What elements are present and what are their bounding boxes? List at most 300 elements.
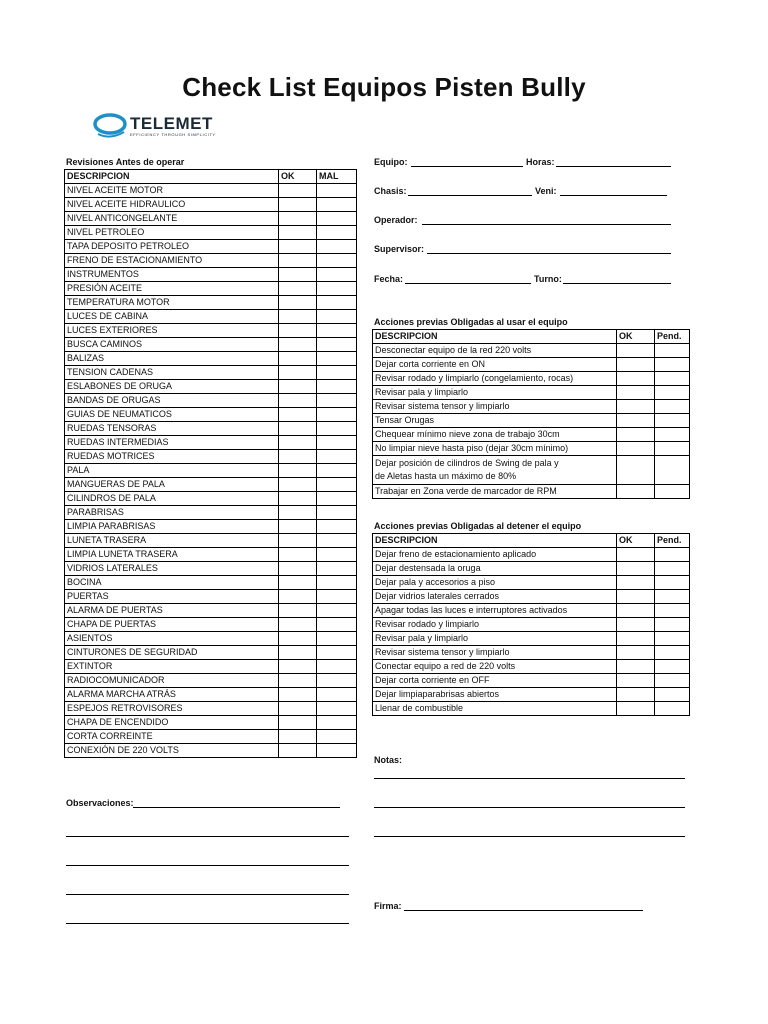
item-description: Dejar vidrios laterales cerrados [373, 590, 617, 604]
item-description: RADIOCOMUNICADOR [65, 674, 279, 688]
after-stop-row [373, 590, 690, 604]
status-checkbox-cell[interactable] [655, 674, 690, 688]
notas-label: Notas: [374, 755, 403, 765]
status-checkbox-cell[interactable] [317, 492, 357, 506]
item-description: CONEXIÓN DE 220 VOLTS [65, 744, 279, 758]
observaciones-line-5[interactable] [66, 923, 349, 924]
fecha-label: Fecha: [374, 274, 404, 284]
before-use-table [372, 329, 690, 499]
ok-checkbox-cell[interactable] [279, 646, 317, 660]
ok-checkbox-cell[interactable] [279, 520, 317, 534]
ok-checkbox-cell[interactable] [279, 744, 317, 758]
checklist-row [65, 618, 357, 632]
ok-checkbox-cell[interactable] [617, 590, 655, 604]
after-stop-row [373, 632, 690, 646]
ok-checkbox-cell[interactable] [617, 358, 655, 372]
item-description: TAPA DEPOSITO PETROLEO [65, 240, 279, 254]
item-description: CORTA CORREINTE [65, 730, 279, 744]
after-stop-row [373, 576, 690, 590]
equipo-field[interactable] [411, 166, 523, 167]
header-pend: Pend. [655, 534, 690, 548]
status-checkbox-cell[interactable] [655, 632, 690, 646]
checklist-row [65, 506, 357, 520]
status-checkbox-cell[interactable] [317, 702, 357, 716]
ok-checkbox-cell[interactable] [617, 456, 655, 485]
ok-checkbox-cell[interactable] [617, 576, 655, 590]
item-description: CILINDROS DE PALA [65, 492, 279, 506]
after-stop-row [373, 660, 690, 674]
ok-checkbox-cell[interactable] [279, 674, 317, 688]
status-checkbox-cell[interactable] [317, 660, 357, 674]
checklist-row [65, 534, 357, 548]
ok-checkbox-cell[interactable] [617, 428, 655, 442]
ok-checkbox-cell[interactable] [279, 464, 317, 478]
ok-checkbox-cell[interactable] [617, 702, 655, 716]
ok-checkbox-cell[interactable] [617, 372, 655, 386]
ok-checkbox-cell[interactable] [617, 344, 655, 358]
item-description: Trabajar en Zona verde de marcador de RPM [373, 485, 617, 499]
ok-checkbox-cell[interactable] [279, 660, 317, 674]
item-description: RUEDAS TENSORAS [65, 422, 279, 436]
ok-checkbox-cell[interactable] [279, 478, 317, 492]
item-description: EXTINTOR [65, 660, 279, 674]
logo-tagline: EFFICIENCY THROUGH SIMPLICITY [130, 132, 216, 137]
status-checkbox-cell[interactable] [317, 618, 357, 632]
item-description: Apagar todas las luces e interruptores activados [373, 604, 617, 618]
checklist-row [65, 744, 357, 758]
telemet-swoosh-icon [92, 110, 128, 142]
veni-label: Veni: [535, 186, 557, 196]
ok-checkbox-cell[interactable] [279, 632, 317, 646]
item-description: INSTRUMENTOS [65, 268, 279, 282]
header-ok: OK [617, 330, 655, 344]
ok-checkbox-cell[interactable] [279, 282, 317, 296]
item-description: TENSION CADENAS [65, 366, 279, 380]
item-description: LUNETA TRASERA [65, 534, 279, 548]
item-description: MANGUERAS DE PALA [65, 478, 279, 492]
status-checkbox-cell[interactable] [317, 268, 357, 282]
checklist-row [65, 282, 357, 296]
status-checkbox-cell[interactable] [655, 442, 690, 456]
checklist-row [65, 520, 357, 534]
checklist-row [65, 674, 357, 688]
status-checkbox-cell[interactable] [317, 688, 357, 702]
before-use-section-label: Acciones previas Obligadas al usar el equipo [374, 317, 568, 327]
operador-label: Operador: [374, 215, 418, 225]
status-checkbox-cell[interactable] [317, 604, 357, 618]
item-description: Revisar pala y limpiarlo [373, 632, 617, 646]
checklist-row [65, 324, 357, 338]
ok-checkbox-cell[interactable] [279, 492, 317, 506]
item-description: Revisar sistema tensor y limpiarlo [373, 646, 617, 660]
chasis-field[interactable] [408, 195, 532, 196]
item-description: CHAPA DE ENCENDIDO [65, 716, 279, 730]
observaciones-line-1[interactable] [133, 807, 340, 808]
checklist-row [65, 478, 357, 492]
header-pend: Pend. [655, 330, 690, 344]
before-use-row [373, 400, 690, 414]
horas-label: Horas: [526, 157, 555, 167]
header-descripcion: DESCRIPCION [373, 534, 617, 548]
checklist-row [65, 268, 357, 282]
item-description: LUCES DE CABINA [65, 310, 279, 324]
item-description: No limpiar nieve hasta piso (dejar 30cm mínimo) [373, 442, 617, 456]
notas-line-3[interactable] [374, 836, 685, 837]
checklist-row [65, 240, 357, 254]
item-description: Llenar de combustible [373, 702, 617, 716]
status-checkbox-cell[interactable] [317, 198, 357, 212]
status-checkbox-cell[interactable] [317, 254, 357, 268]
ok-checkbox-cell[interactable] [617, 618, 655, 632]
checklist-row [65, 730, 357, 744]
supervisor-field[interactable] [427, 253, 671, 254]
ok-checkbox-cell[interactable] [617, 442, 655, 456]
checklist-row [65, 492, 357, 506]
status-checkbox-cell[interactable] [317, 338, 357, 352]
status-checkbox-cell[interactable] [655, 428, 690, 442]
item-description: Dejar pala y accesorios a piso [373, 576, 617, 590]
status-checkbox-cell[interactable] [317, 352, 357, 366]
status-checkbox-cell[interactable] [655, 456, 690, 485]
checklist-row [65, 310, 357, 324]
item-description: Dejar corta corriente en OFF [373, 674, 617, 688]
item-description-line-2: de Aletas hasta un máximo de 80% [375, 471, 517, 481]
checklist-row [65, 436, 357, 450]
ok-checkbox-cell[interactable] [279, 576, 317, 590]
status-checkbox-cell[interactable] [655, 485, 690, 499]
item-description: GUIAS DE NEUMATICOS [65, 408, 279, 422]
status-checkbox-cell[interactable] [317, 436, 357, 450]
pre-operation-section-label: Revisiones Antes de operar [66, 157, 185, 167]
fecha-field[interactable] [405, 283, 531, 284]
checklist-row [65, 688, 357, 702]
item-description: RUEDAS INTERMEDIAS [65, 436, 279, 450]
veni-field[interactable] [560, 195, 667, 196]
status-checkbox-cell[interactable] [655, 372, 690, 386]
status-checkbox-cell[interactable] [317, 240, 357, 254]
item-description: BANDAS DE ORUGAS [65, 394, 279, 408]
ok-checkbox-cell[interactable] [617, 660, 655, 674]
header-ok: OK [279, 170, 317, 184]
checklist-row [65, 548, 357, 562]
checklist-row [65, 464, 357, 478]
chasis-label: Chasis: [374, 186, 407, 196]
item-description: ALARMA DE PUERTAS [65, 604, 279, 618]
checklist-row [65, 296, 357, 310]
operador-field[interactable] [422, 224, 671, 225]
ok-checkbox-cell[interactable] [279, 310, 317, 324]
status-checkbox-cell[interactable] [317, 394, 357, 408]
item-description: Dejar corta corriente en ON [373, 358, 617, 372]
status-checkbox-cell[interactable] [655, 358, 690, 372]
status-checkbox-cell[interactable] [317, 226, 357, 240]
status-checkbox-cell[interactable] [655, 660, 690, 674]
ok-checkbox-cell[interactable] [279, 352, 317, 366]
status-checkbox-cell[interactable] [317, 450, 357, 464]
ok-checkbox-cell[interactable] [617, 548, 655, 562]
page-title: Check List Equipos Pisten Bully [182, 72, 586, 102]
ok-checkbox-cell[interactable] [279, 716, 317, 730]
item-description: FRENO DE ESTACIONAMIENTO [65, 254, 279, 268]
item-description: LIMPIA LUNETA TRASERA [65, 548, 279, 562]
item-description: Revisar rodado y limpiarlo [373, 618, 617, 632]
item-description: NIVEL PETROLEO [65, 226, 279, 240]
ok-checkbox-cell[interactable] [617, 562, 655, 576]
ok-checkbox-cell[interactable] [617, 414, 655, 428]
status-checkbox-cell[interactable] [317, 408, 357, 422]
observaciones-line-2[interactable] [66, 836, 349, 837]
ok-checkbox-cell[interactable] [279, 422, 317, 436]
header-mal: MAL [317, 170, 357, 184]
pre-operation-table [64, 169, 357, 758]
after-stop-section-label: Acciones previas Obligadas al detener el equipo [374, 521, 582, 531]
status-checkbox-cell[interactable] [655, 400, 690, 414]
ok-checkbox-cell[interactable] [279, 730, 317, 744]
before-use-row [373, 414, 690, 428]
ok-checkbox-cell[interactable] [279, 618, 317, 632]
ok-checkbox-cell[interactable] [279, 212, 317, 226]
checklist-row [65, 632, 357, 646]
ok-checkbox-cell[interactable] [279, 296, 317, 310]
status-checkbox-cell[interactable] [317, 534, 357, 548]
after-stop-row [373, 702, 690, 716]
status-checkbox-cell[interactable] [317, 548, 357, 562]
ok-checkbox-cell[interactable] [279, 450, 317, 464]
checklist-row [65, 422, 357, 436]
checklist-row [65, 590, 357, 604]
ok-checkbox-cell[interactable] [617, 400, 655, 414]
item-description: LIMPIA PARABRISAS [65, 520, 279, 534]
ok-checkbox-cell[interactable] [279, 604, 317, 618]
checklist-row [65, 716, 357, 730]
turno-field[interactable] [563, 283, 671, 284]
checklist-row [65, 408, 357, 422]
before-use-row [373, 358, 690, 372]
status-checkbox-cell[interactable] [317, 380, 357, 394]
item-description: Dejar limpiaparabrisas abiertos [373, 688, 617, 702]
status-checkbox-cell[interactable] [655, 414, 690, 428]
status-checkbox-cell[interactable] [317, 716, 357, 730]
item-description: PALA [65, 464, 279, 478]
ok-checkbox-cell[interactable] [279, 408, 317, 422]
ok-checkbox-cell[interactable] [617, 386, 655, 400]
item-description: ASIENTOS [65, 632, 279, 646]
checklist-row [65, 646, 357, 660]
item-description: BOCINA [65, 576, 279, 590]
ok-checkbox-cell[interactable] [279, 436, 317, 450]
ok-checkbox-cell[interactable] [279, 394, 317, 408]
status-checkbox-cell[interactable] [655, 386, 690, 400]
after-stop-row [373, 562, 690, 576]
ok-checkbox-cell[interactable] [279, 702, 317, 716]
before-use-row [373, 386, 690, 400]
firma-line[interactable] [404, 910, 643, 911]
checklist-row [65, 366, 357, 380]
item-description [373, 456, 617, 485]
item-description: Desconectar equipo de la red 220 volts [373, 344, 617, 358]
ok-checkbox-cell[interactable] [279, 254, 317, 268]
ok-checkbox-cell[interactable] [617, 632, 655, 646]
item-description: PRESIÓN ACEITE [65, 282, 279, 296]
status-checkbox-cell[interactable] [317, 520, 357, 534]
ok-checkbox-cell[interactable] [279, 268, 317, 282]
ok-checkbox-cell[interactable] [279, 324, 317, 338]
status-checkbox-cell[interactable] [655, 590, 690, 604]
item-description: NIVEL ANTICONGELANTE [65, 212, 279, 226]
status-checkbox-cell[interactable] [317, 562, 357, 576]
status-checkbox-cell[interactable] [317, 184, 357, 198]
ok-checkbox-cell[interactable] [279, 198, 317, 212]
notas-line-1[interactable] [374, 778, 685, 779]
checklist-row [65, 212, 357, 226]
header-descripcion: DESCRIPCION [373, 330, 617, 344]
status-checkbox-cell[interactable] [317, 464, 357, 478]
checklist-row [65, 184, 357, 198]
status-checkbox-cell[interactable] [655, 604, 690, 618]
observaciones-line-3[interactable] [66, 865, 349, 866]
status-checkbox-cell[interactable] [655, 562, 690, 576]
item-description: VIDRIOS LATERALES [65, 562, 279, 576]
ok-checkbox-cell[interactable] [279, 380, 317, 394]
checklist-row [65, 702, 357, 716]
status-checkbox-cell[interactable] [655, 576, 690, 590]
ok-checkbox-cell[interactable] [279, 562, 317, 576]
ok-checkbox-cell[interactable] [617, 646, 655, 660]
item-description: BUSCA CAMINOS [65, 338, 279, 352]
item-description: PUERTAS [65, 590, 279, 604]
observaciones-line-4[interactable] [66, 894, 349, 895]
item-description: ESPEJOS RETROVISORES [65, 702, 279, 716]
equipo-label: Equipo: [374, 157, 408, 167]
ok-checkbox-cell[interactable] [279, 184, 317, 198]
after-stop-row [373, 688, 690, 702]
checklist-row [65, 562, 357, 576]
item-description: NIVEL ACEITE HIDRAULICO [65, 198, 279, 212]
item-description: Conectar equipo a red de 220 volts [373, 660, 617, 674]
item-description: ESLABONES DE ORUGA [65, 380, 279, 394]
item-description: Tensar Orugas [373, 414, 617, 428]
status-checkbox-cell[interactable] [317, 674, 357, 688]
status-checkbox-cell[interactable] [655, 688, 690, 702]
item-description: RUEDAS MOTRICES [65, 450, 279, 464]
before-use-row [373, 344, 690, 358]
item-description: CHAPA DE PUERTAS [65, 618, 279, 632]
item-description: Dejar freno de estacionamiento aplicado [373, 548, 617, 562]
table-header-row [373, 534, 690, 548]
before-use-row [373, 442, 690, 456]
turno-label: Turno: [534, 274, 562, 284]
item-description: TEMPERATURA MOTOR [65, 296, 279, 310]
ok-checkbox-cell[interactable] [617, 688, 655, 702]
item-description: LUCES EXTERIORES [65, 324, 279, 338]
status-checkbox-cell[interactable] [317, 310, 357, 324]
status-checkbox-cell[interactable] [317, 282, 357, 296]
item-description: Dejar destensada la oruga [373, 562, 617, 576]
checklist-row [65, 450, 357, 464]
status-checkbox-cell[interactable] [317, 576, 357, 590]
ok-checkbox-cell[interactable] [279, 338, 317, 352]
status-checkbox-cell[interactable] [317, 296, 357, 310]
item-description: Revisar pala y limpiarlo [373, 386, 617, 400]
status-checkbox-cell[interactable] [317, 744, 357, 758]
checklist-row [65, 576, 357, 590]
after-stop-row [373, 548, 690, 562]
before-use-row [373, 456, 690, 485]
ok-checkbox-cell[interactable] [279, 366, 317, 380]
item-description: Chequear mínimo nieve zona de trabajo 30cm [373, 428, 617, 442]
checklist-row [65, 660, 357, 674]
checklist-row [65, 338, 357, 352]
notas-line-2[interactable] [374, 807, 685, 808]
status-checkbox-cell[interactable] [317, 730, 357, 744]
status-checkbox-cell[interactable] [317, 590, 357, 604]
status-checkbox-cell[interactable] [655, 702, 690, 716]
telemet-logo [92, 110, 232, 142]
ok-checkbox-cell[interactable] [279, 590, 317, 604]
status-checkbox-cell[interactable] [317, 506, 357, 520]
ok-checkbox-cell[interactable] [617, 485, 655, 499]
after-stop-row [373, 618, 690, 632]
item-description: CINTURONES DE SEGURIDAD [65, 646, 279, 660]
logo-wordmark: TELEMET [130, 114, 213, 133]
status-checkbox-cell[interactable] [317, 478, 357, 492]
after-stop-row [373, 604, 690, 618]
status-checkbox-cell[interactable] [317, 366, 357, 380]
checklist-row [65, 226, 357, 240]
before-use-row [373, 428, 690, 442]
item-description: BALIZAS [65, 352, 279, 366]
before-use-row [373, 372, 690, 386]
header-descripcion: DESCRIPCION [65, 170, 279, 184]
checklist-row [65, 380, 357, 394]
checklist-row [65, 352, 357, 366]
ok-checkbox-cell[interactable] [617, 674, 655, 688]
status-checkbox-cell[interactable] [655, 344, 690, 358]
item-description: ALARMA MARCHA ATRÁS [65, 688, 279, 702]
ok-checkbox-cell[interactable] [279, 240, 317, 254]
status-checkbox-cell[interactable] [655, 548, 690, 562]
table-header-row [373, 330, 690, 344]
checklist-row [65, 604, 357, 618]
after-stop-row [373, 646, 690, 660]
ok-checkbox-cell[interactable] [279, 226, 317, 240]
status-checkbox-cell[interactable] [655, 646, 690, 660]
status-checkbox-cell[interactable] [655, 618, 690, 632]
ok-checkbox-cell[interactable] [279, 534, 317, 548]
status-checkbox-cell[interactable] [317, 324, 357, 338]
status-checkbox-cell[interactable] [317, 646, 357, 660]
after-stop-table [372, 533, 690, 716]
item-description: Revisar rodado y limpiarlo (congelamiento, rocas) [373, 372, 617, 386]
supervisor-label: Supervisor: [374, 244, 425, 254]
checklist-row [65, 198, 357, 212]
status-checkbox-cell[interactable] [317, 632, 357, 646]
ok-checkbox-cell[interactable] [279, 548, 317, 562]
header-ok: OK [617, 534, 655, 548]
ok-checkbox-cell[interactable] [279, 688, 317, 702]
ok-checkbox-cell[interactable] [617, 604, 655, 618]
item-description: Revisar sistema tensor y limpiarlo [373, 400, 617, 414]
item-description-line-1: Dejar posición de cilindros de Swing de pala y [375, 458, 559, 468]
checklist-row [65, 254, 357, 268]
status-checkbox-cell[interactable] [317, 212, 357, 226]
status-checkbox-cell[interactable] [317, 422, 357, 436]
before-use-row [373, 485, 690, 499]
observaciones-label: Observaciones: [66, 798, 134, 808]
item-description: NIVEL ACEITE MOTOR [65, 184, 279, 198]
ok-checkbox-cell[interactable] [279, 506, 317, 520]
horas-field[interactable] [556, 166, 671, 167]
